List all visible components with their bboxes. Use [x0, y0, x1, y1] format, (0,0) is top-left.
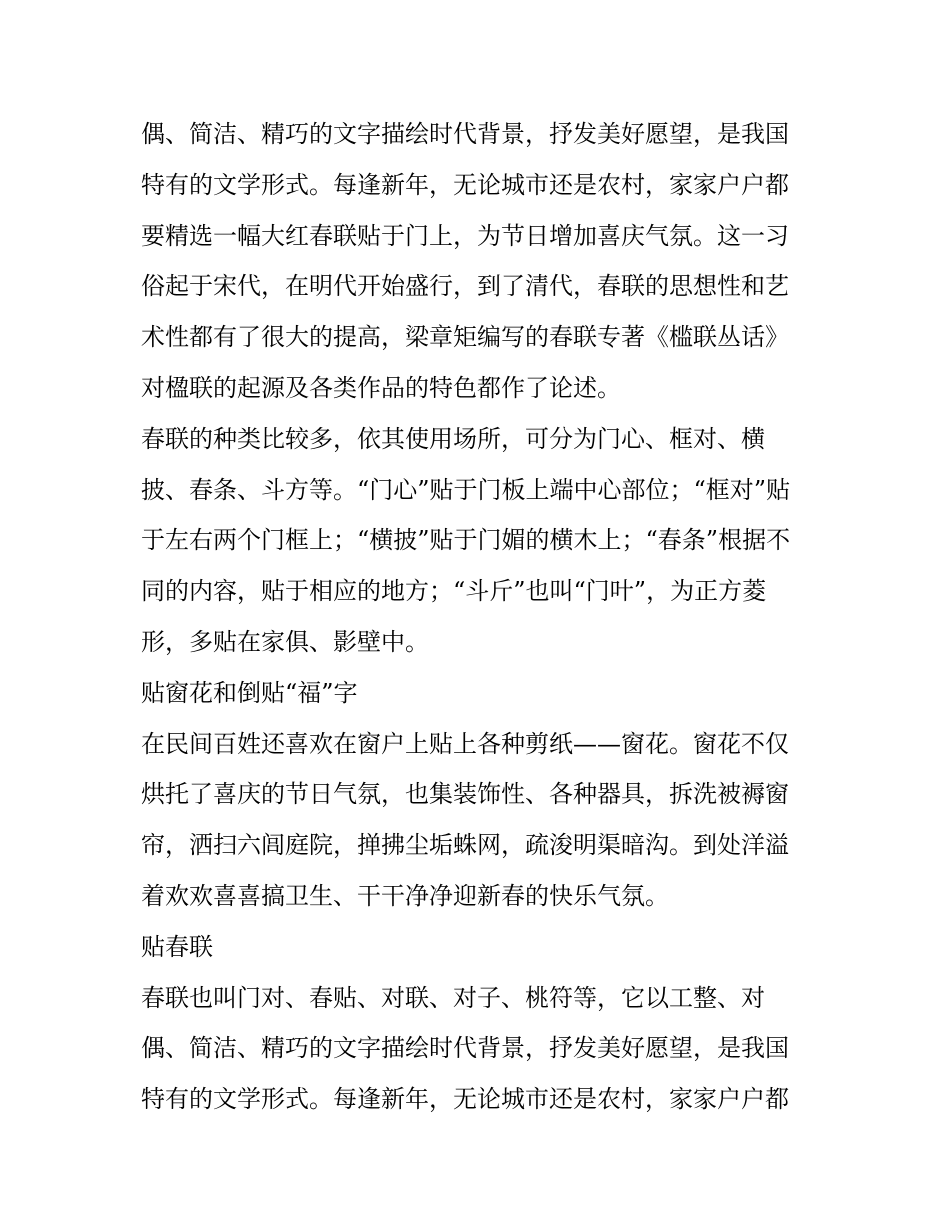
text-line: 春联的种类比较多，依其使用场所，可分为门心、框对、横 [141, 424, 765, 453]
section-heading: 贴窗花和倒贴“福”字 [141, 678, 358, 707]
text-line: 同的内容，贴于相应的地方；“斗斤”也叫“门叶”，为正方菱 [141, 577, 767, 606]
text-line: 着欢欢喜喜搞卫生、干干净净迎新春的快乐气氛。 [141, 881, 669, 910]
text-line: 披、春条、斗方等。“门心”贴于门板上端中心部位；“框对”贴 [141, 475, 791, 504]
text-line: 春联也叫门对、春贴、对联、对子、桃符等，它以工整、对 [141, 983, 765, 1012]
text-line: 偶、简洁、精巧的文字描绘时代背景，抒发美好愿望，是我国 [141, 1034, 789, 1063]
text-line: 对楹联的起源及各类作品的特色都作了论述。 [141, 373, 621, 402]
text-line: 在民间百姓还喜欢在窗户上贴上各种剪纸——窗花。窗花不仅 [141, 729, 789, 758]
text-line: 特有的文学形式。每逢新年，无论城市还是农村，家家户户都 [141, 170, 789, 199]
text-line: 帘，洒扫六闾庭院，掸拂尘垢蛛网，疏浚明渠暗沟。到处洋溢 [141, 831, 789, 860]
text-line: 于左右两个门框上；“横披”贴于门媚的横木上；“春条”根据不 [141, 526, 791, 555]
text-line: 偶、简洁、精巧的文字描绘时代背景，抒发美好愿望，是我国 [141, 120, 789, 148]
text-line: 术性都有了很大的提高，梁章矩编写的春联专著《槛联丛话》 [141, 323, 789, 352]
text-line: 要精选一幅大红春联贴于门上，为节日增加喜庆气氛。这一习 [141, 221, 789, 250]
text-line: 形，多贴在家俱、影壁中。 [141, 627, 429, 656]
document-body [141, 109, 813, 1125]
section-heading: 贴春联 [141, 932, 213, 961]
text-line: 烘托了喜庆的节日气氛，也集装饰性、各种器具，拆洗被褥窗 [141, 780, 789, 809]
text-line: 俗起于宋代，在明代开始盛行，到了清代，春联的思想性和艺 [141, 272, 789, 301]
text-line: 特有的文学形式。每逢新年，无论城市还是农村，家家户户都 [141, 1085, 789, 1114]
